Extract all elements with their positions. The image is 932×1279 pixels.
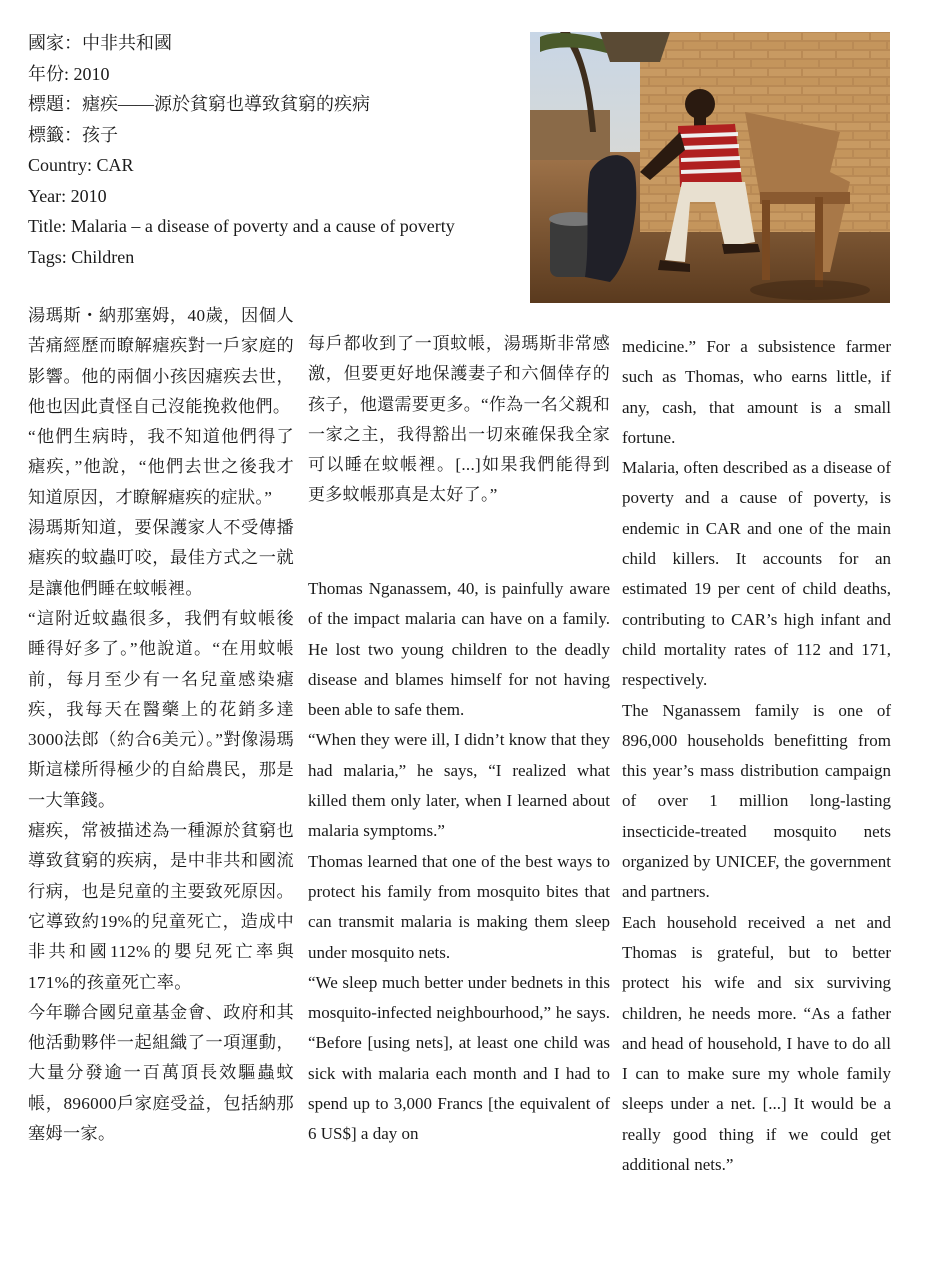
meta-year-en: Year: 2010 [28,185,107,206]
english-article-continued [622,332,891,1180]
chinese-article-column [28,301,294,1149]
en-paragraph: medicine.” For a subsistence farmer such as Thomas, who earns little, if any, cash, that amount is a small fortune. [622,337,891,447]
en-paragraph: Thomas Nganassem, 40, is painfully aware of the impact malaria can have on a family. He lost two young children to the deadly disease and blames himself for not having been able to safe them. [308,579,610,720]
metadata-block [28,28,518,272]
en-paragraph: Each household received a net and Thomas is grateful, but to better protect his wife and six surviving children, he needs more. “As a father and head of household, I have to do all I can to make sure my whole family sleeps under a net. [...] It would be a really good thing if we could get additional nets.” [622,912,891,1175]
zh-paragraph: 湯瑪斯・納那塞姆，40歲，因個人苦痛經歷而瞭解瘧疾對一戶家庭的影響。他的兩個小孩因瘧疾去世，他也因此責怪自己沒能挽救他們。 [28,306,294,416]
photo-illustration [530,32,890,303]
en-paragraph: “When they were ill, I didn’t know that they had malaria,” he says, “I realized what killed them only later, when I learned about malaria symptoms.” [308,730,610,841]
photo-man-with-net [530,32,890,303]
meta-country-zh: 國家：中非共和國 [28,33,172,53]
zh-paragraph: “他們生病時，我不知道他們得了瘧疾，”他說，“他們去世之後我才知道原因，才瞭解瘧疾的症狀。” [28,427,294,507]
zh-paragraph: “這附近蚊蟲很多，我們有蚊帳後睡得好多了。”他說道。“在用蚊帳前，每月至少有一名兒童感染瘧疾，我每天在醫藥上的花銷多達3000法郎（約合6美元）。”對像湯瑪斯這樣所得極少的自給農民，那是一大筆錢。 [28,608,294,810]
meta-tags-zh: 標籤：孩子 [28,124,118,145]
meta-year-zh: 年份: 2010 [28,63,110,84]
zh-paragraph: 每戶都收到了一頂蚊帳，湯瑪斯非常感激，但要更好地保護妻子和六個倖存的孩子，他還需要更多。“作為一名父親和一家之主，我得豁出一切來確保我全家可以睡在蚊帳裡。[...]如果我們能得到更多蚊帳那真是太好了。” [308,334,610,505]
en-paragraph: Malaria, often described as a disease of poverty and a cause of poverty, is endemic in CAR and one of the main child killers. It accounts for an estimated 19 per cent of child deaths, contributing to CAR’s high infant and child mortality rates of 112 and 171, respectively. [622,458,891,690]
meta-country-en: Country: CAR [28,155,134,175]
meta-title-en: Title: Malaria – a disease of poverty and a cause of poverty [28,216,455,236]
en-paragraph: The Nganassem family is one of 896,000 households benefitting from this year’s mass distribution campaign of over 1 million long-lasting insecticide-treated mosquito nets organized by UNICEF, the government and partners. [622,700,891,902]
en-paragraph: Thomas learned that one of the best ways to protect his family from mosquito bites that can transmit malaria is making them sleep under mosquito nets. [308,851,610,962]
zh-paragraph: 湯瑪斯知道，要保護家人不受傳播瘧疾的蚊蟲叮咬，最佳方式之一就是讓他們睡在蚊帳裡。 [28,518,294,598]
meta-title-zh: 標題：瘧疾——源於貧窮也導致貧窮的疾病 [28,94,370,114]
chinese-article-continued [308,329,610,511]
en-paragraph: “We sleep much better under bednets in this mosquito-infected neighbourhood,” he says. “Before [using nets], at least one child was sick with malaria each month and I had to spend up to 3,000 Francs [the equivalent of 6 US$] a day on [308,972,610,1144]
zh-paragraph: 瘧疾，常被描述為一種源於貧窮也導致貧窮的疾病，是中非共和國流行病，也是兒童的主要致死原因。它導致約19%的兒童死亡，造成中非共和國112%的嬰兒死亡率與171%的孩童死亡率。 [28,821,294,992]
meta-tags-en: Tags: Children [28,246,135,267]
zh-paragraph: 今年聯合國兒童基金會、政府和其他活動夥伴一起組織了一項運動，大量分發逾一百萬頂長效驅蟲蚊帳，896000戶家庭受益，包括納那塞姆一家。 [28,1002,294,1144]
english-article-column [308,574,610,1150]
